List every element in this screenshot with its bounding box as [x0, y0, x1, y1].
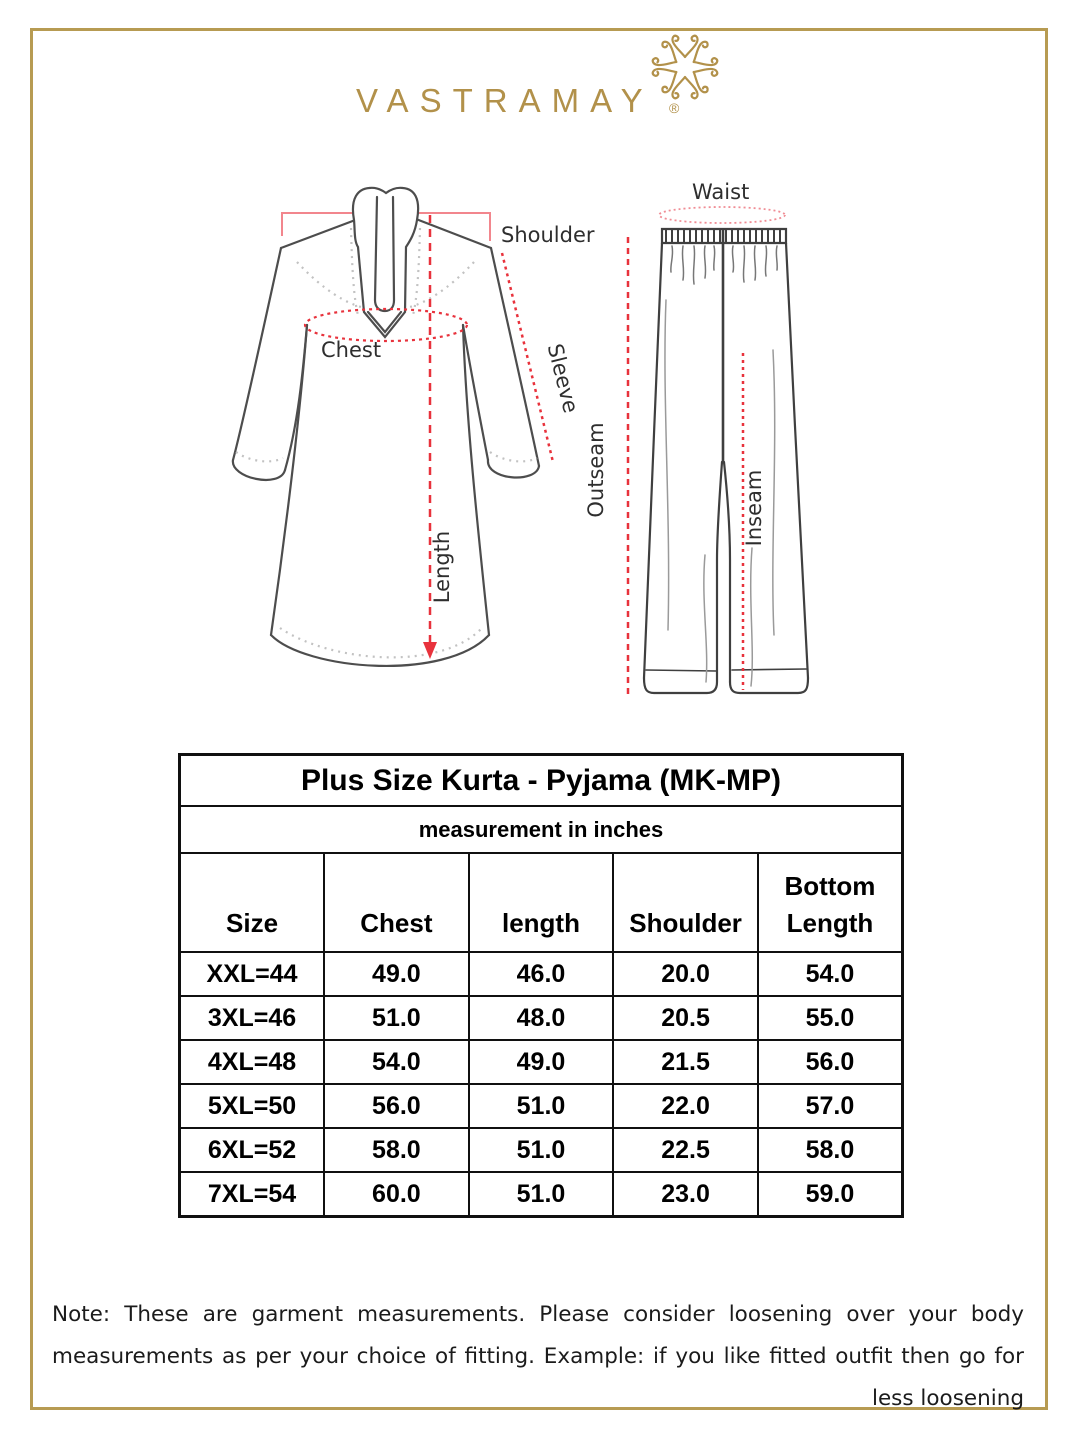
bottom-length-cell: 56.0	[758, 1040, 903, 1084]
outseam-label: Outseam	[584, 422, 608, 518]
chest-cell: 54.0	[324, 1040, 469, 1084]
chest-cell: 49.0	[324, 952, 469, 996]
pyjama-illustration	[644, 229, 808, 693]
length-cell: 46.0	[469, 952, 614, 996]
table-subtitle-row	[180, 806, 903, 853]
size-cell: 3XL=46	[180, 996, 325, 1040]
chest-label: Chest	[321, 338, 382, 362]
bottom-length-cell: 58.0	[758, 1128, 903, 1172]
registered-trademark: ®	[669, 100, 680, 116]
column-header-bottom-length: Bottom Length	[758, 853, 903, 952]
kurta-illustration	[233, 188, 539, 666]
length-cell: 51.0	[469, 1084, 614, 1128]
chest-cell: 56.0	[324, 1084, 469, 1128]
brand-name: VASTRAMAY	[356, 82, 654, 119]
length-cell: 48.0	[469, 996, 614, 1040]
shoulder-cell: 20.5	[613, 996, 758, 1040]
shoulder-cell: 22.0	[613, 1084, 758, 1128]
bottom-length-cell: 55.0	[758, 996, 903, 1040]
table-row	[180, 996, 903, 1040]
inseam-label: Inseam	[742, 469, 766, 547]
chest-cell: 58.0	[324, 1128, 469, 1172]
length-label: Length	[430, 530, 454, 604]
size-chart-title: Plus Size Kurta - Pyjama (MK-MP)	[180, 755, 903, 807]
shoulder-cell: 23.0	[613, 1172, 758, 1217]
length-cell: 51.0	[469, 1172, 614, 1217]
waist-label: Waist	[692, 180, 750, 204]
length-cell: 51.0	[469, 1128, 614, 1172]
chest-cell: 60.0	[324, 1172, 469, 1217]
chest-cell: 51.0	[324, 996, 469, 1040]
shoulder-label: Shoulder	[501, 223, 595, 247]
column-header-size: Size	[180, 853, 325, 952]
table-row	[180, 952, 903, 996]
bottom-length-cell: 57.0	[758, 1084, 903, 1128]
size-cell: 6XL=52	[180, 1128, 325, 1172]
bottom-length-cell: 59.0	[758, 1172, 903, 1217]
sleeve-label: Sleeve	[542, 341, 583, 416]
waist-measure-line	[659, 207, 785, 223]
size-cell: 7XL=54	[180, 1172, 325, 1217]
table-row	[180, 1040, 903, 1084]
size-chart-table	[178, 753, 904, 1218]
size-chart-subtitle: measurement in inches	[180, 806, 903, 853]
length-arrowhead	[423, 642, 437, 659]
column-header-chest: Chest	[324, 853, 469, 952]
table-row	[180, 1084, 903, 1128]
column-header-length: length	[469, 853, 614, 952]
brand-emblem-icon	[651, 34, 719, 100]
note-text: Note: These are garment measurements. Please consider loosening over your body measurements as per your choice of fitting. Example: if you like fitted outfit then go for less loosening	[52, 1302, 1024, 1411]
shoulder-cell: 20.0	[613, 952, 758, 996]
table-header-row	[180, 853, 903, 952]
table-title-row	[180, 755, 903, 807]
shoulder-cell: 22.5	[613, 1128, 758, 1172]
size-cell: 5XL=50	[180, 1084, 325, 1128]
table-row	[180, 1128, 903, 1172]
size-cell: 4XL=48	[180, 1040, 325, 1084]
shoulder-cell: 21.5	[613, 1040, 758, 1084]
table-row	[180, 1172, 903, 1217]
column-header-shoulder: Shoulder	[613, 853, 758, 952]
bottom-length-cell: 54.0	[758, 952, 903, 996]
size-cell: XXL=44	[180, 952, 325, 996]
measurement-diagram	[150, 160, 930, 740]
length-cell: 49.0	[469, 1040, 614, 1084]
